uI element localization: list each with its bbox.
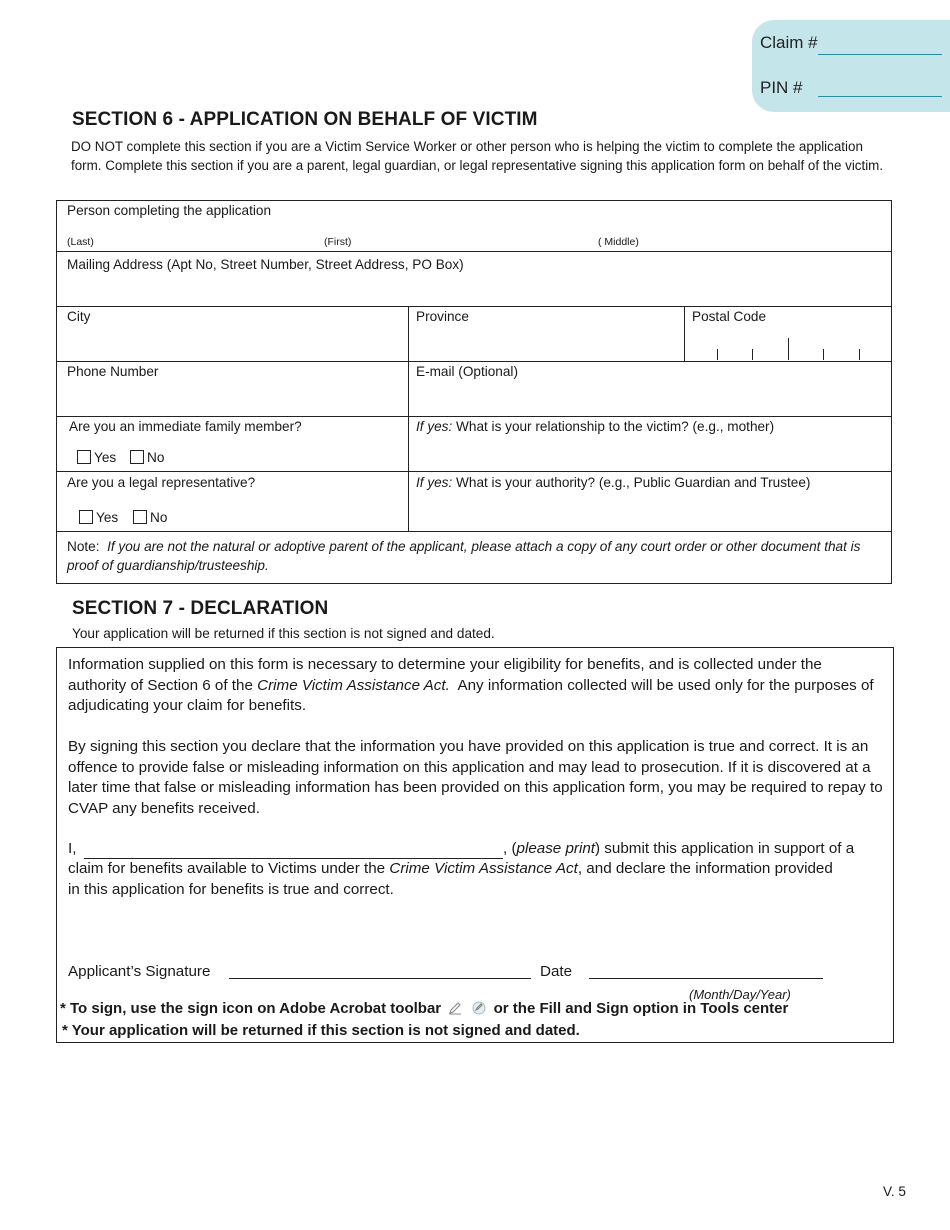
pin-label: PIN # [760,78,803,97]
family-member-question: Are you an immediate family member? [69,419,302,434]
yes-label: Yes [96,510,119,525]
postal-tick [752,349,753,360]
sign-note-a: * To sign, use the sign icon on Adobe Acrobat toolbar [60,1000,442,1017]
family-yes-option[interactable] [77,450,116,465]
relationship-question [416,419,774,434]
family-no-option[interactable] [130,450,164,465]
pin-number-field[interactable] [818,96,942,97]
section6-title: SECTION 6 - APPLICATION ON BEHALF OF VICTIM [72,109,538,130]
city-field[interactable] [57,307,407,361]
act-name: Crime Victim Assistance Act. [257,676,450,694]
phone-label: Phone Number [67,364,159,379]
if-yes-label: If yes: [416,419,453,434]
mailing-address-field[interactable] [57,252,891,306]
returned-warning: * Your application will be returned if this section is not signed and dated. [62,1022,580,1039]
yes-label: Yes [94,450,117,465]
column-divider [684,307,685,361]
section7-title: SECTION 7 - DECLARATION [72,598,329,619]
date-field[interactable] [589,978,823,979]
para1-text-a: Information supplied on this form is necessary to determine your eligibility for benefits, and is collected under the authority of Section 6 of the [68,656,822,694]
authority-question-text: What is your authority? (e.g., Public Guardian and Trustee) [456,475,811,490]
postal-tick [788,338,789,360]
pen-icon [447,1001,463,1015]
relationship-question-text: What is your relationship to the victim? (e.g., mother) [456,419,775,434]
postal-tick [717,349,718,360]
decl-i: I, [68,840,77,857]
postal-code-label: Postal Code [692,309,767,324]
middle-name-label: ( Middle) [598,236,639,248]
section6-intro: DO NOT complete this section if you are a Victim Service Worker or other person who is helping the victim to complete the application form. Complete this section if you are a parent, legal guardian, or legal representative signing this application form on behalf of the victim. [71,139,884,174]
declaration-paragraph-1 [68,655,883,717]
guardianship-note [67,537,882,575]
section7-subtitle: Your application will be returned if this section is not signed and dated. [72,626,495,641]
person-label: Person completing the application [67,203,272,218]
email-field[interactable] [409,362,891,416]
decl-line-1-rest [503,840,854,857]
mailing-address-label: Mailing Address (Apt No, Street Number, Street Address, PO Box) [67,257,464,272]
act-name: Crime Victim Assistance Act [389,860,578,877]
divider [57,531,891,532]
sign-instruction [60,1000,788,1017]
section7-form [56,647,894,1043]
authority-field[interactable] [409,493,891,531]
legal-no-checkbox[interactable] [133,510,147,524]
first-name-label: (First) [324,236,352,248]
province-label: Province [416,309,469,324]
no-label: No [147,450,165,465]
legal-yes-checkbox[interactable] [79,510,93,524]
note-prefix: Note: [67,539,100,554]
section6-form [56,200,892,584]
claim-label: Claim # [760,33,818,52]
phone-field[interactable] [57,362,407,416]
decl-line-3: in this application for benefits is true and correct. [68,881,394,898]
family-yes-checkbox[interactable] [77,450,91,464]
if-yes-label: If yes: [416,475,453,490]
legal-yes-option[interactable] [79,510,118,525]
version-label: V. 5 [883,1184,906,1199]
fill-and-sign-icon [471,1001,487,1015]
claim-number-field[interactable] [818,54,942,55]
decl-line2-b: , and declare the information provided [577,860,833,877]
legal-no-option[interactable] [133,510,167,525]
no-label: No [150,510,168,525]
sign-note-b: or the Fill and Sign option in Tools center [493,1000,789,1017]
decl-line-2 [68,860,833,877]
person-name-field[interactable] [57,201,891,251]
city-label: City [67,309,91,324]
signature-label: Applicant’s Signature [68,963,211,980]
family-no-checkbox[interactable] [130,450,144,464]
printed-name-field[interactable] [84,858,503,859]
para1-text-b: Any information collected will be used only for the purposes of adjudicating your claim for benefits. [68,676,874,714]
last-name-label: (Last) [67,236,94,248]
decl-after-print: ) submit this application in support of a [595,840,855,857]
decl-line2-a: claim for benefits available to Victims under the [68,860,386,877]
authority-question [416,475,810,490]
claim-pin-box [752,20,950,112]
date-label: Date [540,963,573,980]
please-print: please print [516,840,596,857]
postal-tick [859,349,860,360]
signature-field[interactable] [229,978,531,979]
divider [57,471,891,472]
date-format-hint: (Month/Day/Year) [689,987,791,1002]
legal-rep-question: Are you a legal representative? [67,475,256,490]
province-field[interactable] [409,307,683,361]
decl-paren: , ( [503,840,517,857]
declaration-paragraph-2: By signing this section you declare that the information you have provided on this application is true and correct. It is an offence to provide false or misleading information on this application and may lead to prosecution. If it is discovered at a later time that false or misleading information has been provided on this application form, you may be required to repay to CVAP any benefits received. [68,738,883,817]
postal-tick [823,349,824,360]
email-label: E-mail (Optional) [416,364,518,379]
relationship-field[interactable] [409,437,891,471]
divider [57,416,891,417]
note-text: If you are not the natural or adoptive parent of the applicant, please attach a copy of any court order or other document that is proof of guardianship/trusteeship. [67,539,861,573]
